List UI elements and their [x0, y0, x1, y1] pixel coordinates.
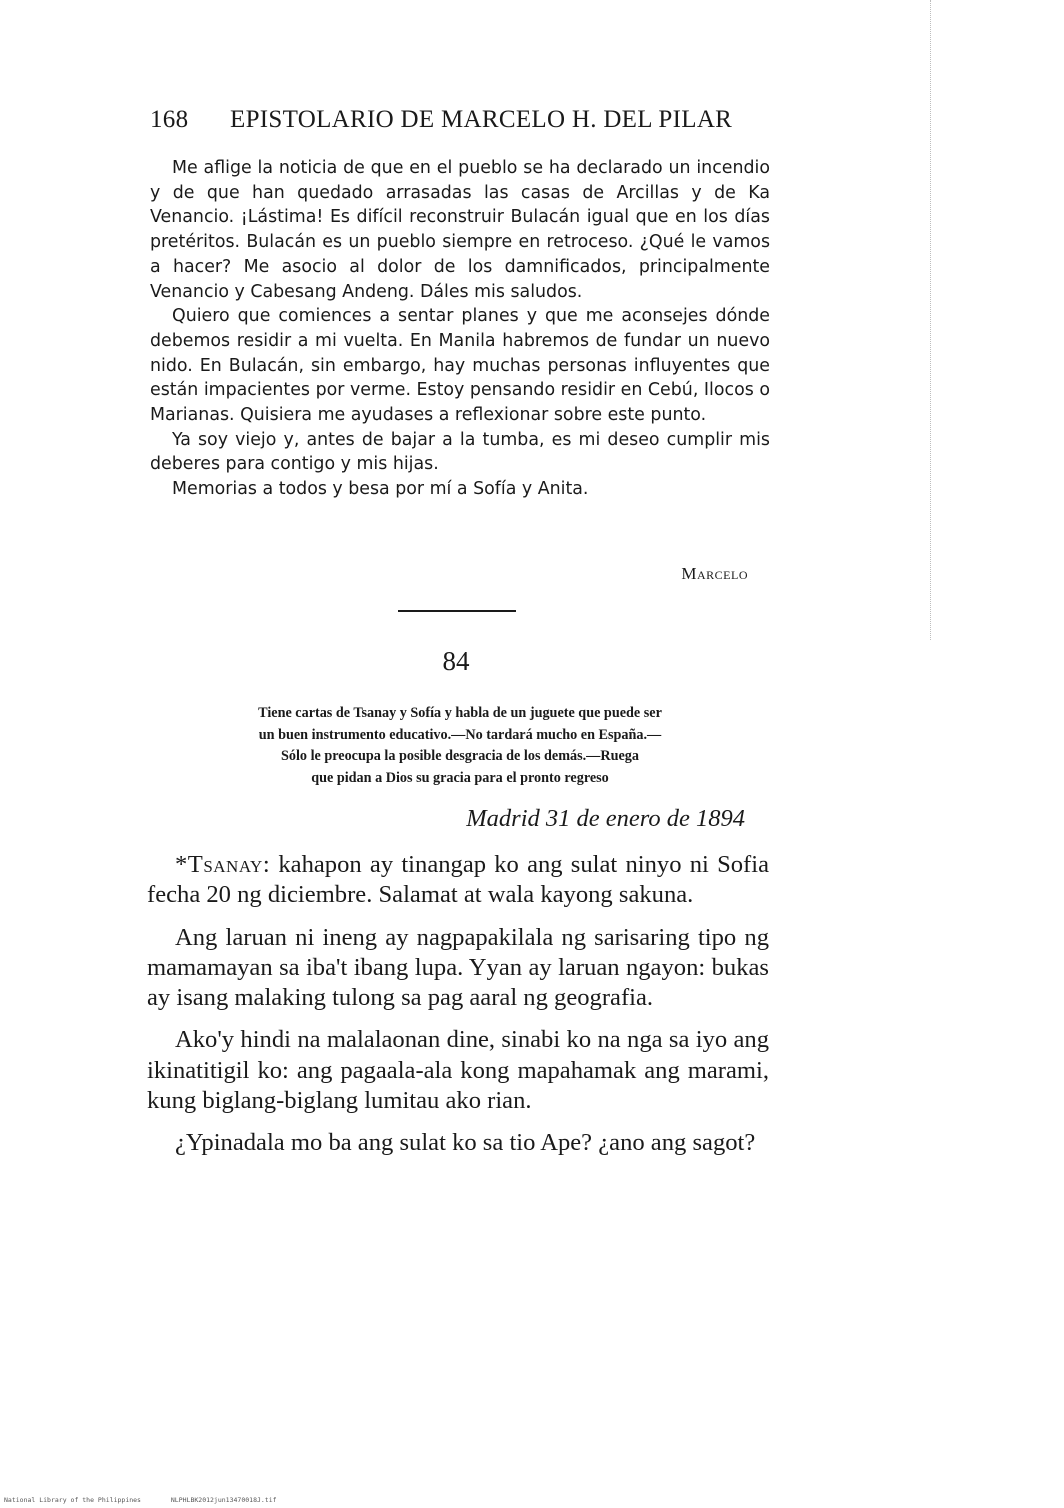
tagalog-paragraph-3: Ako'y hindi na malalaonan dine, sinabi ko na nga sa iyo ang ikinatitigil ko: ang pagaala-ala kong mapahamak ang marami, kung biglang-biglang lumitau ako rian. [147, 1026, 769, 1115]
tagalog-paragraph-1-text: kahapon ay tinangap ko ang sulat ninyo ni Sofia fecha 20 ng diciembre. Salamat at wala kayong sakuna. [147, 851, 769, 909]
running-header [150, 106, 770, 142]
tagalog-paragraph-1 [147, 850, 769, 911]
letter-number: 84 [442, 646, 470, 676]
summary-line: Tiene cartas de Tsanay y Sofía y habla de un juguete que puede ser [258, 705, 662, 721]
scan-margin-marks [930, 0, 937, 640]
section-divider [398, 610, 516, 612]
salutation: *Tsanay: [175, 851, 271, 878]
footer-scan-id: NLPHLBK2012jun13470018J.tif [170, 1496, 277, 1504]
spanish-paragraph-1: Me aflige la noticia de que en el pueblo se ha declarado un incendio y de que han quedado arrasadas las casas de Arcillas y de Ka Venancio. ¡Lástima! Es difícil reconstruir Bulacán igual que en los días pretéritos. Bulacán es un pueblo siempre en retroceso. ¿Qué le vamos a hacer? Me asocio al dolor de los damnificados, principalmente Venancio y Cabesang Andeng. Dáles mis saludos. [150, 158, 770, 302]
scan-footer [4, 1496, 604, 1504]
spanish-paragraph-3: Ya soy viejo y, antes de bajar a la tumba, es mi deseo cumplir mis deberes para contigo y mis hijas. [150, 429, 770, 475]
page-number: 168 [150, 106, 189, 133]
letter-summary [140, 703, 780, 789]
tagalog-paragraph-2: Ang laruan ni ineng ay nagpapakilala ng sarisaring tipo ng mamamayan sa iba't ibang lupa. Yyan ay laruan ngayon: bukas ay isang malaking tulong sa pag aaral ng geografia. [147, 923, 769, 1012]
spanish-letter-text [150, 156, 770, 502]
book-title: EPISTOLARIO DE MARCELO H. DEL PILAR [230, 106, 733, 133]
summary-line: un buen instrumento educativo.—No tardará mucho en España.— [258, 726, 662, 743]
spanish-paragraph-2: Quiero que comiences a sentar planes y que me aconsejes dónde debemos residir a mi vuelta. En Manila habremos de fundar un nuevo nido. En Bulacán, sin embargo, hay muchas personas influyentes que están impacientes por verme. Estoy pensando residir en Cebú, Ilocos o Marianas. Quisiera me ayudases a reflexionar sobre este punto. [150, 306, 770, 426]
signature: Marcelo [681, 564, 748, 583]
summary-line: Sólo le preocupa la posible desgracia de los demás.—Ruega [281, 748, 639, 764]
tagalog-letter-text [147, 850, 769, 1171]
spanish-paragraph-4: Memorias a todos y besa por mí a Sofía y Anita. [172, 479, 589, 500]
tagalog-paragraph-4: ¿Ypinadala mo ba ang sulat ko sa tio Ape? ¿ano ang sagot? [175, 1129, 756, 1157]
dateline: Madrid 31 de enero de 1894 [466, 805, 745, 832]
summary-line: que pidan a Dios su gracia para el pronto regreso [311, 769, 609, 786]
footer-library: National Library of the Philippines [4, 1496, 141, 1504]
